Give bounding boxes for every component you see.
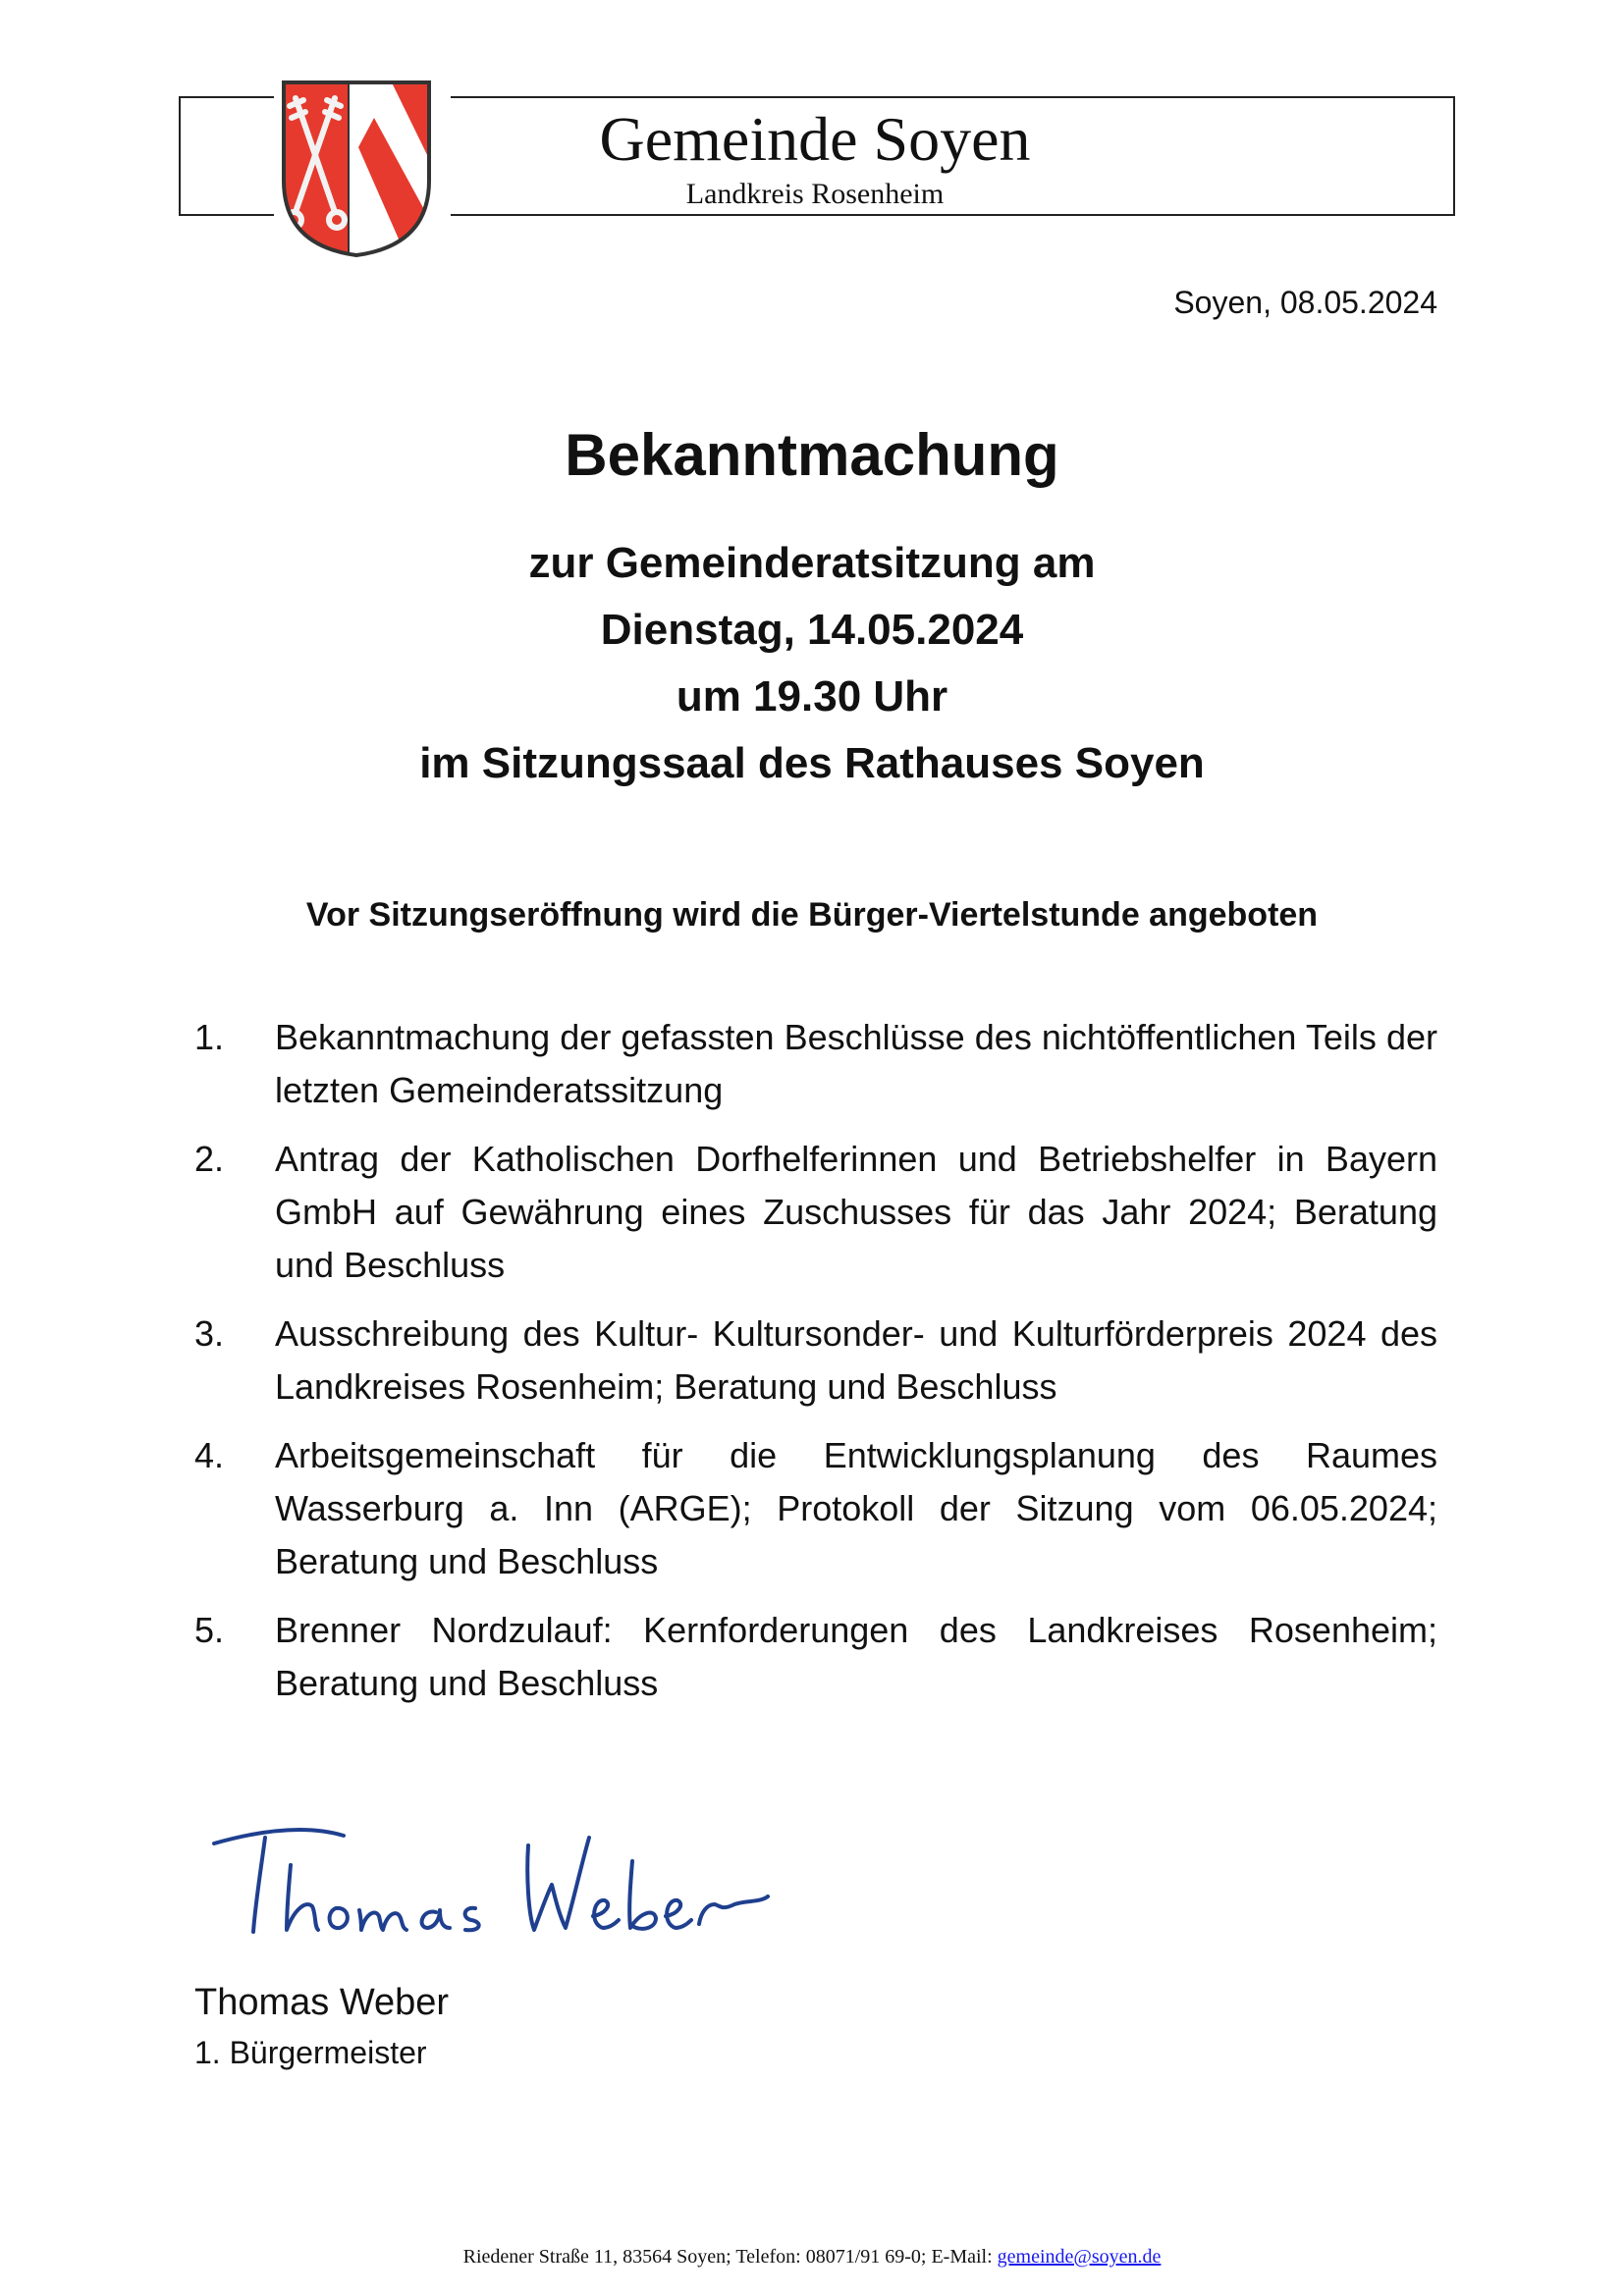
meeting-location: im Sitzungssaal des Rathauses Soyen bbox=[419, 739, 1205, 787]
meeting-details bbox=[0, 530, 1624, 797]
agenda-item-text: Ausschreibung des Kultur- Kultursonder- und Kulturförderpreis 2024 des Landkreises Rosenheim; Beratung und Beschluss bbox=[275, 1313, 1437, 1407]
agenda-item-text: Arbeitsgemeinschaft für die Entwicklungsplanung des Raumes Wasserburg a. Inn (ARGE); Protokoll der Sitzung vom 06.05.2024; Beratung und Beschluss bbox=[275, 1435, 1437, 1581]
signer-name: Thomas Weber bbox=[194, 1982, 450, 2023]
agenda-item-text: Brenner Nordzulauf: Kernforderungen des Landkreises Rosenheim; Beratung und Beschluss bbox=[275, 1610, 1437, 1703]
agenda-item-2 bbox=[194, 1133, 1437, 1292]
meeting-date: Dienstag, 14.05.2024 bbox=[600, 606, 1024, 654]
agenda-item-4 bbox=[194, 1429, 1437, 1588]
agenda-item-text: Bekanntmachung der gefassten Beschlüsse des nichtöffentlichen Teils der letzten Gemeinderatssitzung bbox=[275, 1017, 1437, 1110]
meeting-subtitle-line: zur Gemeinderatsitzung am bbox=[528, 539, 1096, 587]
agenda-item-number: 1. bbox=[194, 1017, 225, 1057]
meeting-time: um 19.30 Uhr bbox=[676, 672, 948, 721]
agenda-item-3 bbox=[194, 1308, 1437, 1414]
agenda-item-text: Antrag der Katholischen Dorfhelferinnen und Betriebshelfer in Bayern GmbH auf Gewährung eines Zuschusses für das Jahr 2024; Beratung und Beschluss bbox=[275, 1139, 1437, 1285]
page-title: Bekanntmachung bbox=[565, 422, 1059, 488]
footer-contact bbox=[0, 2244, 1624, 2269]
agenda-item-number: 4. bbox=[194, 1435, 225, 1475]
agenda-item-1 bbox=[194, 1011, 1437, 1117]
intro-note: Vor Sitzungseröffnung wird die Bürger-Viertelstunde angeboten bbox=[305, 896, 1319, 934]
agenda-item-5 bbox=[194, 1604, 1437, 1710]
district-name: Landkreis Rosenheim bbox=[685, 178, 945, 210]
municipality-name: Gemeinde Soyen bbox=[599, 104, 1031, 174]
footer-address: Riedener Straße 11, 83564 Soyen; Telefon: 08071/91 69-0; E-Mail: bbox=[462, 2246, 998, 2268]
agenda-item-number: 3. bbox=[194, 1313, 225, 1354]
handwritten-signature bbox=[196, 1806, 785, 1953]
agenda-item-number: 5. bbox=[194, 1610, 225, 1650]
agenda-item-number: 2. bbox=[194, 1139, 225, 1179]
agenda-list bbox=[194, 1011, 1437, 1726]
signer-title: 1. Bürgermeister bbox=[194, 2035, 427, 2070]
document-date: Soyen, 08.05.2024 bbox=[1173, 285, 1437, 320]
coat-of-arms-icon bbox=[274, 79, 451, 259]
email-link[interactable]: gemeinde@soyen.de bbox=[997, 2246, 1162, 2268]
